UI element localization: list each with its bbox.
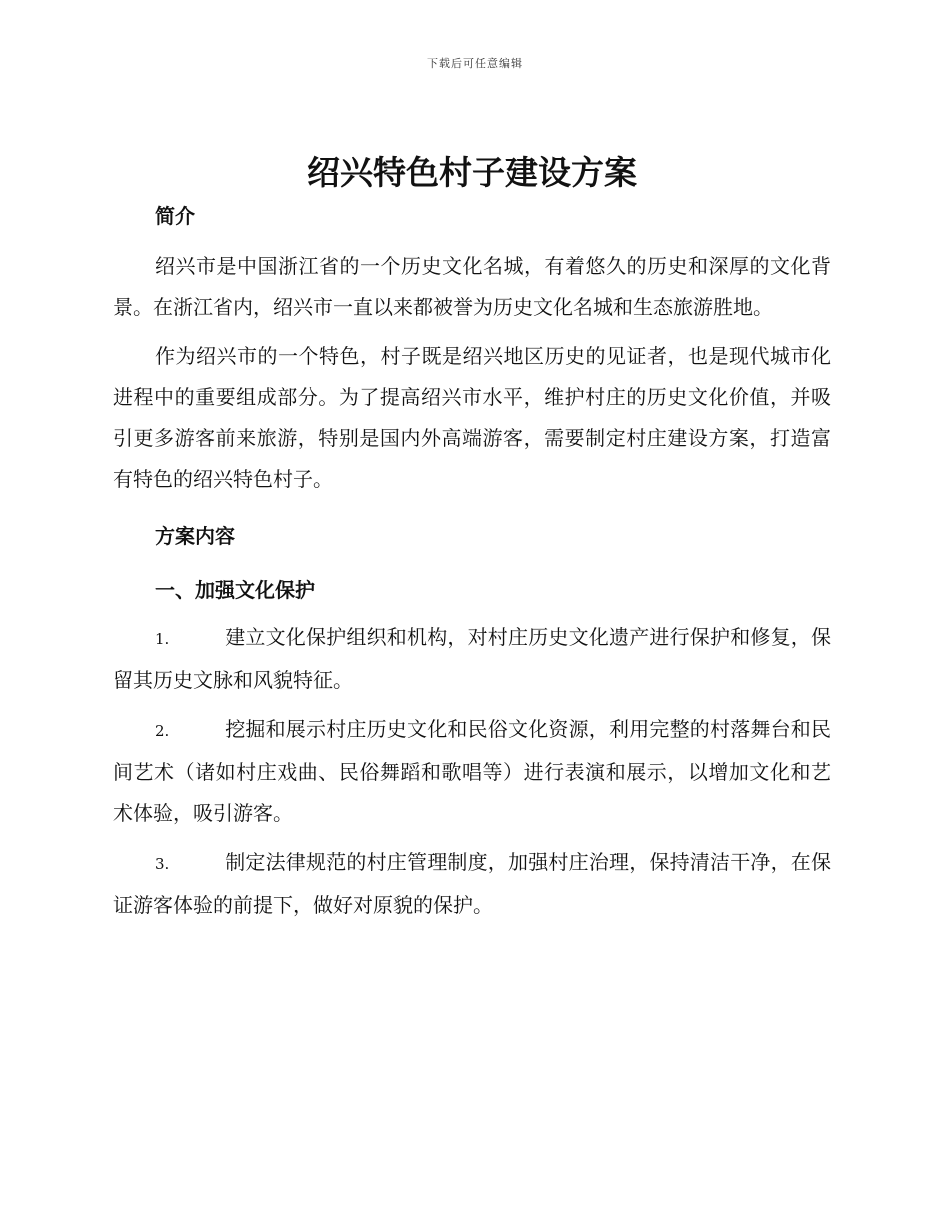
- section1-item-1: [113, 617, 831, 701]
- section1-item-3-number: 3.: [155, 855, 170, 873]
- document-title: 绍兴特色村子建设方案: [307, 153, 637, 192]
- plan-heading: 方案内容: [155, 524, 235, 548]
- section1-heading: 一、加强文化保护: [155, 578, 315, 602]
- header-note: 下载后可任意编辑: [427, 57, 523, 70]
- document-body: [113, 150, 831, 926]
- section1-item-2: [113, 709, 831, 834]
- section1-item-2-number: 2.: [155, 722, 170, 740]
- section1-item-1-text: 建立文化保护组织和机构，对村庄历史文化遗产进行保护和修复，保留其历史文脉和风貌特征。: [113, 625, 831, 692]
- intro-paragraph-2: 作为绍兴市的一个特色，村子既是绍兴地区历史的见证者，也是现代城市化进程中的重要组成部分。为了提高绍兴市水平，维护村庄的历史文化价值，并吸引更多游客前来旅游，特别是国内外高端游客，需要制定村庄建设方案，打造富有特色的绍兴特色村子。: [113, 344, 831, 491]
- intro-heading: 简介: [155, 204, 195, 228]
- intro-paragraph-1: 绍兴市是中国浙江省的一个历史文化名城，有着悠久的历史和深厚的文化背景。在浙江省内，绍兴市一直以来都被誉为历史文化名城和生态旅游胜地。: [113, 254, 831, 319]
- section1-item-3-text: 制定法律规范的村庄管理制度，加强村庄治理，保持清洁干净，在保证游客体验的前提下，做好对原貌的保护。: [113, 850, 831, 917]
- section1-item-3: [113, 842, 831, 926]
- section1-item-2-text: 挖掘和展示村庄历史文化和民俗文化资源，利用完整的村落舞台和民间艺术（诸如村庄戏曲、民俗舞蹈和歌唱等）进行表演和展示，以增加文化和艺术体验，吸引游客。: [113, 717, 831, 825]
- section1-item-1-number: 1.: [155, 630, 170, 648]
